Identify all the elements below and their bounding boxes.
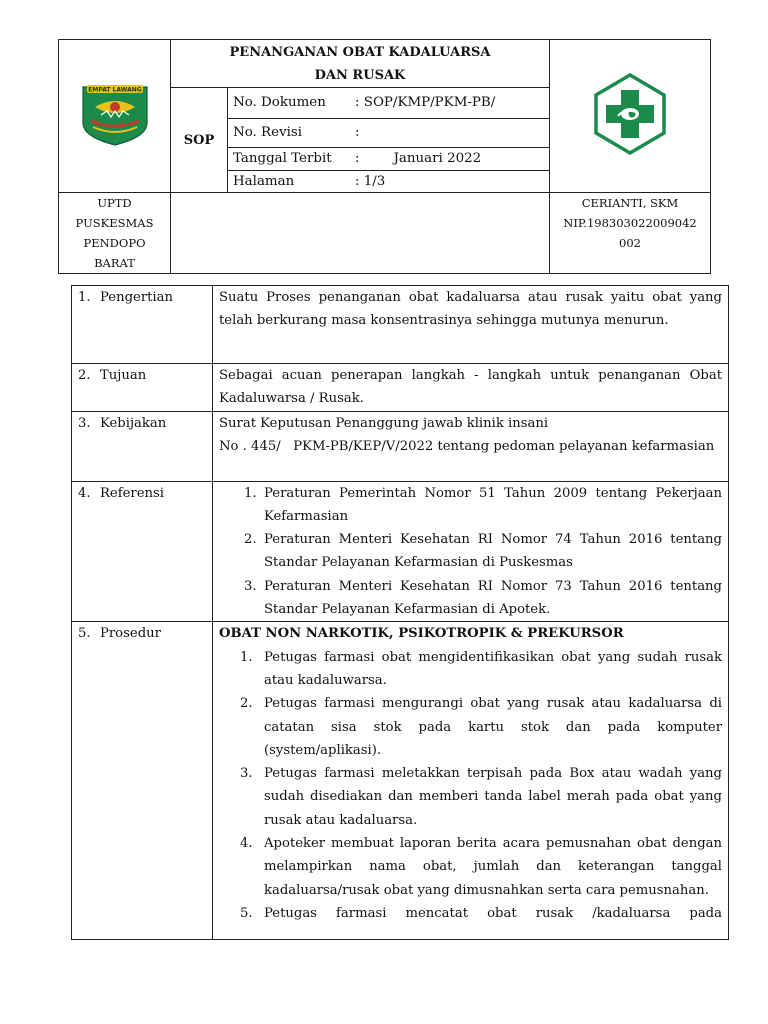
item-number: 4. — [240, 836, 253, 852]
section-kebijakan — [72, 411, 729, 481]
kebijakan-line2: No . 445/ PKM-PB/KEP/V/2022 tentang pedoman pelayanan kefarmasian — [219, 438, 715, 454]
empat-lawang-logo — [77, 81, 153, 147]
section-label: Tujuan — [100, 368, 147, 383]
item-number: 1. — [240, 649, 253, 665]
list-item — [219, 528, 722, 575]
org-line: BARAT — [94, 256, 135, 270]
field-label: No. Revisi — [233, 125, 303, 140]
item-text: Petugas farmasi mencatat obat rusak /kadaluarsa pada — [264, 905, 722, 921]
section-number: 2. — [78, 368, 91, 383]
section-label: Prosedur — [100, 626, 161, 642]
list-item — [219, 762, 722, 832]
section-label: Pengertian — [100, 290, 174, 305]
doc-number-row — [228, 88, 550, 119]
field-label: Tanggal Terbit — [233, 151, 332, 166]
section-label: Referensi — [100, 485, 165, 501]
item-number: 2. — [240, 696, 253, 712]
sop-label: SOP — [171, 88, 228, 193]
field-value: : SOP/KMP/PKM-PB/ — [355, 95, 496, 110]
section-number: 1. — [78, 290, 91, 305]
section-pengertian — [72, 286, 729, 364]
referensi-list — [219, 482, 722, 622]
signer-nip: NIP.198303022009042 — [563, 216, 697, 230]
field-value: : — [355, 125, 360, 140]
puskesmas-logo — [588, 72, 672, 156]
org-line: UPTD — [97, 196, 132, 210]
field-value: : 1/3 — [355, 173, 386, 189]
signer-cell — [550, 193, 711, 274]
item-text: Peraturan Pemerintah Nomor 51 Tahun 2009 tentang Pekerjaan Kefarmasian — [264, 485, 722, 524]
document-title-cell — [171, 40, 550, 88]
section-number: 3. — [78, 415, 91, 431]
field-label: Halaman — [233, 173, 295, 189]
section-tujuan — [72, 364, 729, 412]
document-title-line2: DAN RUSAK — [314, 68, 406, 83]
pengertian-text: Suatu Proses penanganan obat kadaluarsa atau rusak yaitu obat yang telah berkurang masa konsentrasinya sehingga mutunya menurun. — [213, 286, 729, 364]
list-item — [219, 692, 722, 762]
signer-nip-cont: 002 — [619, 236, 641, 250]
signature-area — [171, 193, 550, 274]
list-item — [219, 646, 722, 693]
item-text: Petugas farmasi obat mengidentifikasikan obat yang sudah rusak atau kadaluwarsa. — [264, 649, 722, 688]
field-label: No. Dokumen — [233, 95, 326, 110]
section-number: 4. — [78, 485, 91, 501]
list-item — [219, 482, 722, 529]
section-referensi — [72, 481, 729, 622]
prosedur-list — [219, 646, 722, 926]
tujuan-text: Sebagai acuan penerapan langkah - langkah untuk penanganan Obat Kadaluwarsa / Rusak. — [213, 364, 729, 412]
item-text: Peraturan Menteri Kesehatan RI Nomor 73 Tahun 2016 tentang Standar Pelayanan Kefarmasian di Apotek. — [264, 578, 722, 618]
item-number: 1. — [244, 485, 257, 501]
list-item — [219, 902, 722, 925]
prosedur-heading: OBAT NON NARKOTIK, PSIKOTROPIK & PREKURSOR — [219, 626, 624, 642]
page-row — [228, 171, 550, 193]
content-table — [71, 285, 729, 940]
item-text: Petugas farmasi meletakkan terpisah pada Box atau wadah yang sudah disediakan dan memberi tanda label merah pada obat yang rusak atau kadaluarsa. — [264, 766, 722, 828]
item-text: Apoteker membuat laporan berita acara pemusnahan obat dengan melampirkan nama obat, jumlah dan keterangan tanggal kadaluarsa/rusak obat yang dimusnahkan serta cara pemusnahan. — [264, 836, 722, 898]
district-logo-cell — [59, 40, 171, 193]
section-label: Kebijakan — [100, 415, 167, 431]
item-text: Peraturan Menteri Kesehatan RI Nomor 74 Tahun 2016 tentang Standar Pelayanan Kefarmasian di Puskesmas — [264, 532, 722, 571]
item-text: Petugas farmasi mengurangi obat yang rusak atau kadaluarsa di catatan sisa stok pada kartu stok dan pada komputer (system/aplikasi). — [264, 696, 722, 758]
section-prosedur — [72, 622, 729, 940]
item-number: 2. — [244, 532, 257, 548]
logo-text: EMPAT LAWANG — [87, 86, 142, 94]
item-number: 5. — [240, 905, 253, 921]
org-line: PUSKESMAS — [75, 216, 154, 230]
header-table — [58, 39, 711, 274]
issue-date-row — [228, 148, 550, 171]
item-number: 3. — [240, 766, 253, 782]
item-number: 3. — [244, 578, 257, 594]
health-logo-cell — [550, 40, 711, 193]
organization-cell — [59, 193, 171, 274]
list-item — [219, 832, 722, 902]
signer-name: CERIANTI, SKM — [581, 196, 679, 210]
org-line: PENDOPO — [83, 236, 146, 250]
revision-row — [228, 119, 550, 148]
section-number: 5. — [78, 626, 91, 642]
document-title-line1: PENANGANAN OBAT KADALUARSA — [229, 45, 491, 60]
list-item — [219, 575, 722, 622]
field-value: : Januari 2022 — [355, 151, 482, 166]
kebijakan-line1: Surat Keputusan Penanggung jawab klinik insani — [219, 415, 549, 431]
